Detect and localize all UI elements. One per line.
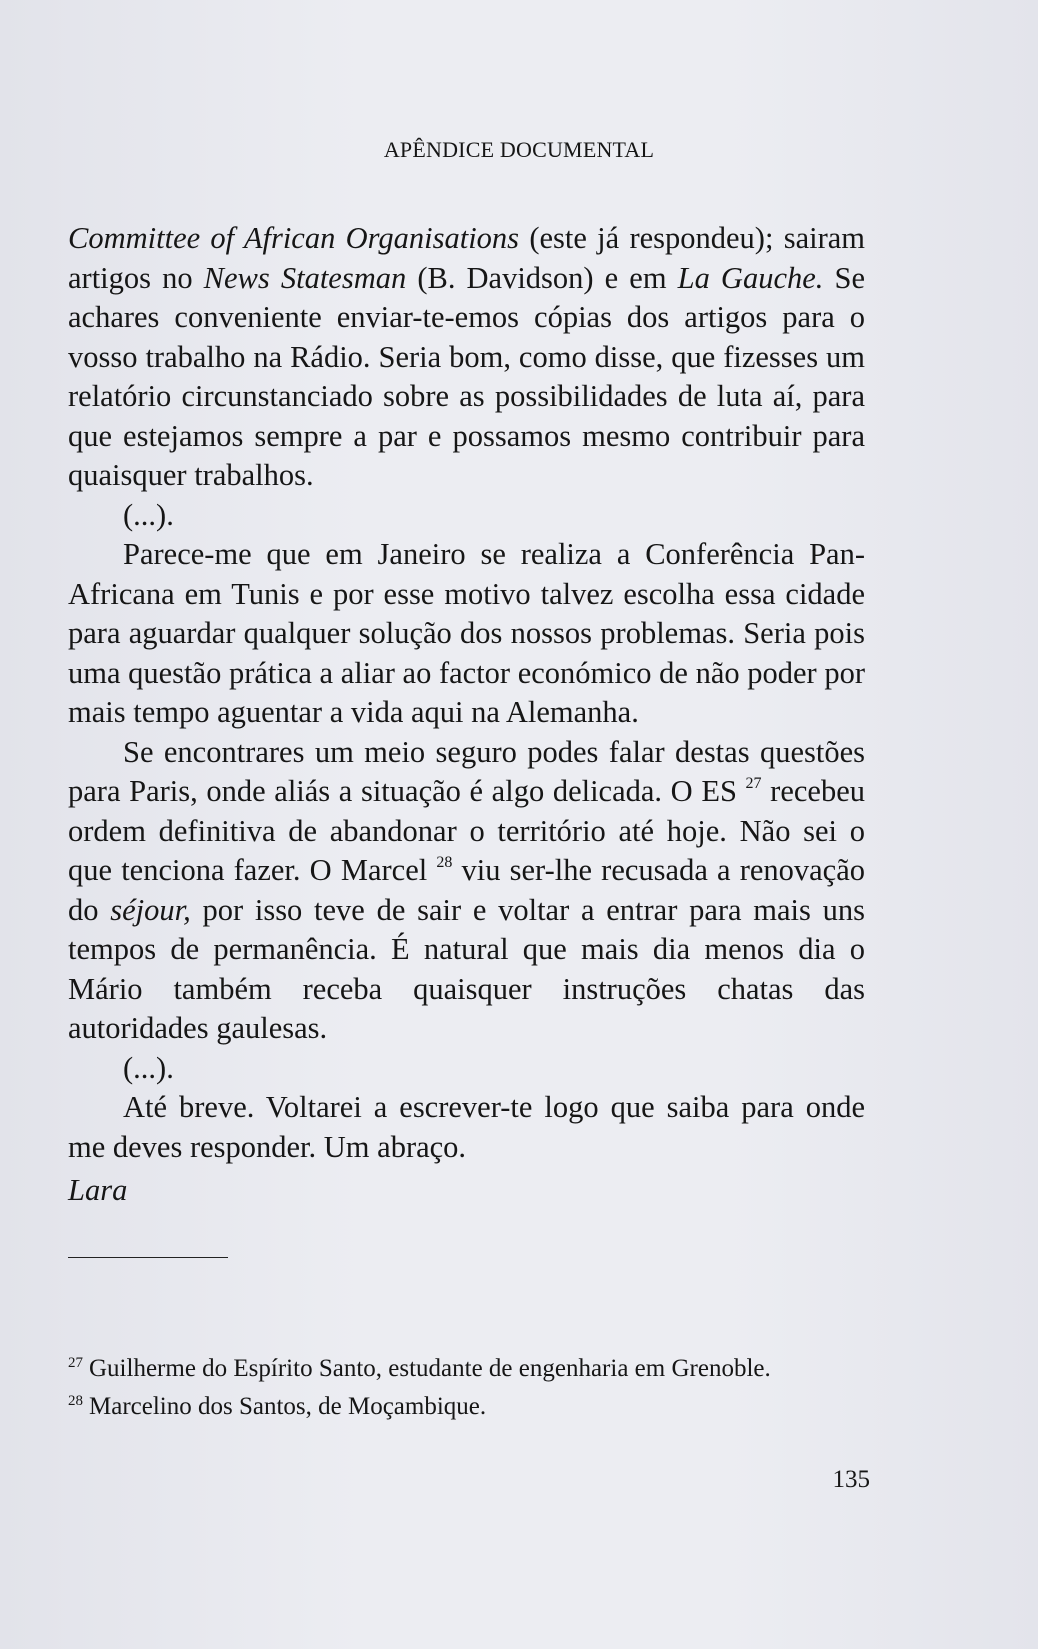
text-run: por isso teve de sair e voltar a entrar para mais uns tempos de permanência. É natural que mais dia menos dia o Mário também receba quaisquer instruções chatas das autoridades gaulesas.: [68, 892, 866, 1045]
text-run: viu ser-lhe recusada a renovação do: [68, 853, 865, 927]
footnote-item: [68, 1385, 868, 1423]
footnote-ref[interactable]: 28: [436, 854, 453, 871]
footnote-divider: [68, 1257, 228, 1258]
footnote-number: 27: [68, 1355, 83, 1371]
text-run: (B. Davidson) e em: [406, 260, 678, 295]
ellipsis-line: (...).: [123, 1050, 174, 1085]
italic-word: séjour,: [110, 892, 191, 927]
footnotes: [68, 1347, 868, 1423]
italic-publication-name: News Statesman: [203, 260, 407, 295]
footnote-number: 28: [68, 1393, 83, 1409]
signature: Lara: [68, 1173, 128, 1207]
page-number: 135: [832, 1466, 870, 1493]
text-run: Se encontrares um meio seguro podes falar destas questões para Paris, onde aliás a situação é algo delicada. O ES: [68, 734, 865, 808]
running-head: APÊNDICE DOCUMENTAL: [383, 137, 655, 162]
text-run: Se achares conveniente enviar-te-emos cópias dos artigos para o vosso trabalho na Rádio. Seria bom, como disse, que fizesses um relatório circunstanciado sobre as possibilidades de luta aí, para que estejamos sempre a par e possamos mesmo contribuir para quaisquer trabalhos.: [68, 260, 865, 492]
paragraph-1: [68, 219, 865, 496]
italic-publication-name: La Gauche.: [677, 260, 824, 295]
footnote-item: [68, 1347, 868, 1385]
italic-org-name: Committee of African Organisations: [68, 221, 520, 255]
paragraph-3: [68, 733, 865, 1049]
paragraph-4: Até breve. Voltarei a escrever-te logo que saiba para onde me deves responder. Um abraço.: [68, 1090, 865, 1164]
text-run: (este já respondeu); sairam artigos no: [68, 221, 865, 295]
ellipsis-line: (...).: [123, 497, 174, 532]
text-run: recebeu ordem definitiva de abandonar o território até hoje. Não sei o que tenciona fazer. O Marcel: [68, 774, 865, 887]
footnote-text: Guilherme do Espírito Santo, estudante de engenharia em Grenoble.: [89, 1355, 771, 1382]
footnote-ref[interactable]: 27: [745, 775, 762, 792]
letter-body: [68, 219, 865, 1211]
footnote-text: Marcelino dos Santos, de Moçambique.: [89, 1393, 487, 1420]
paragraph-2: Parece-me que em Janeiro se realiza a Conferência Pan-Africana em Tunis e por esse motivo talvez escolha essa cidade para aguardar qualquer solução dos nossos problemas. Seria pois uma questão prática a aliar ao factor económico de não poder por mais tempo aguentar a vida aqui na Alemanha.: [68, 537, 865, 729]
